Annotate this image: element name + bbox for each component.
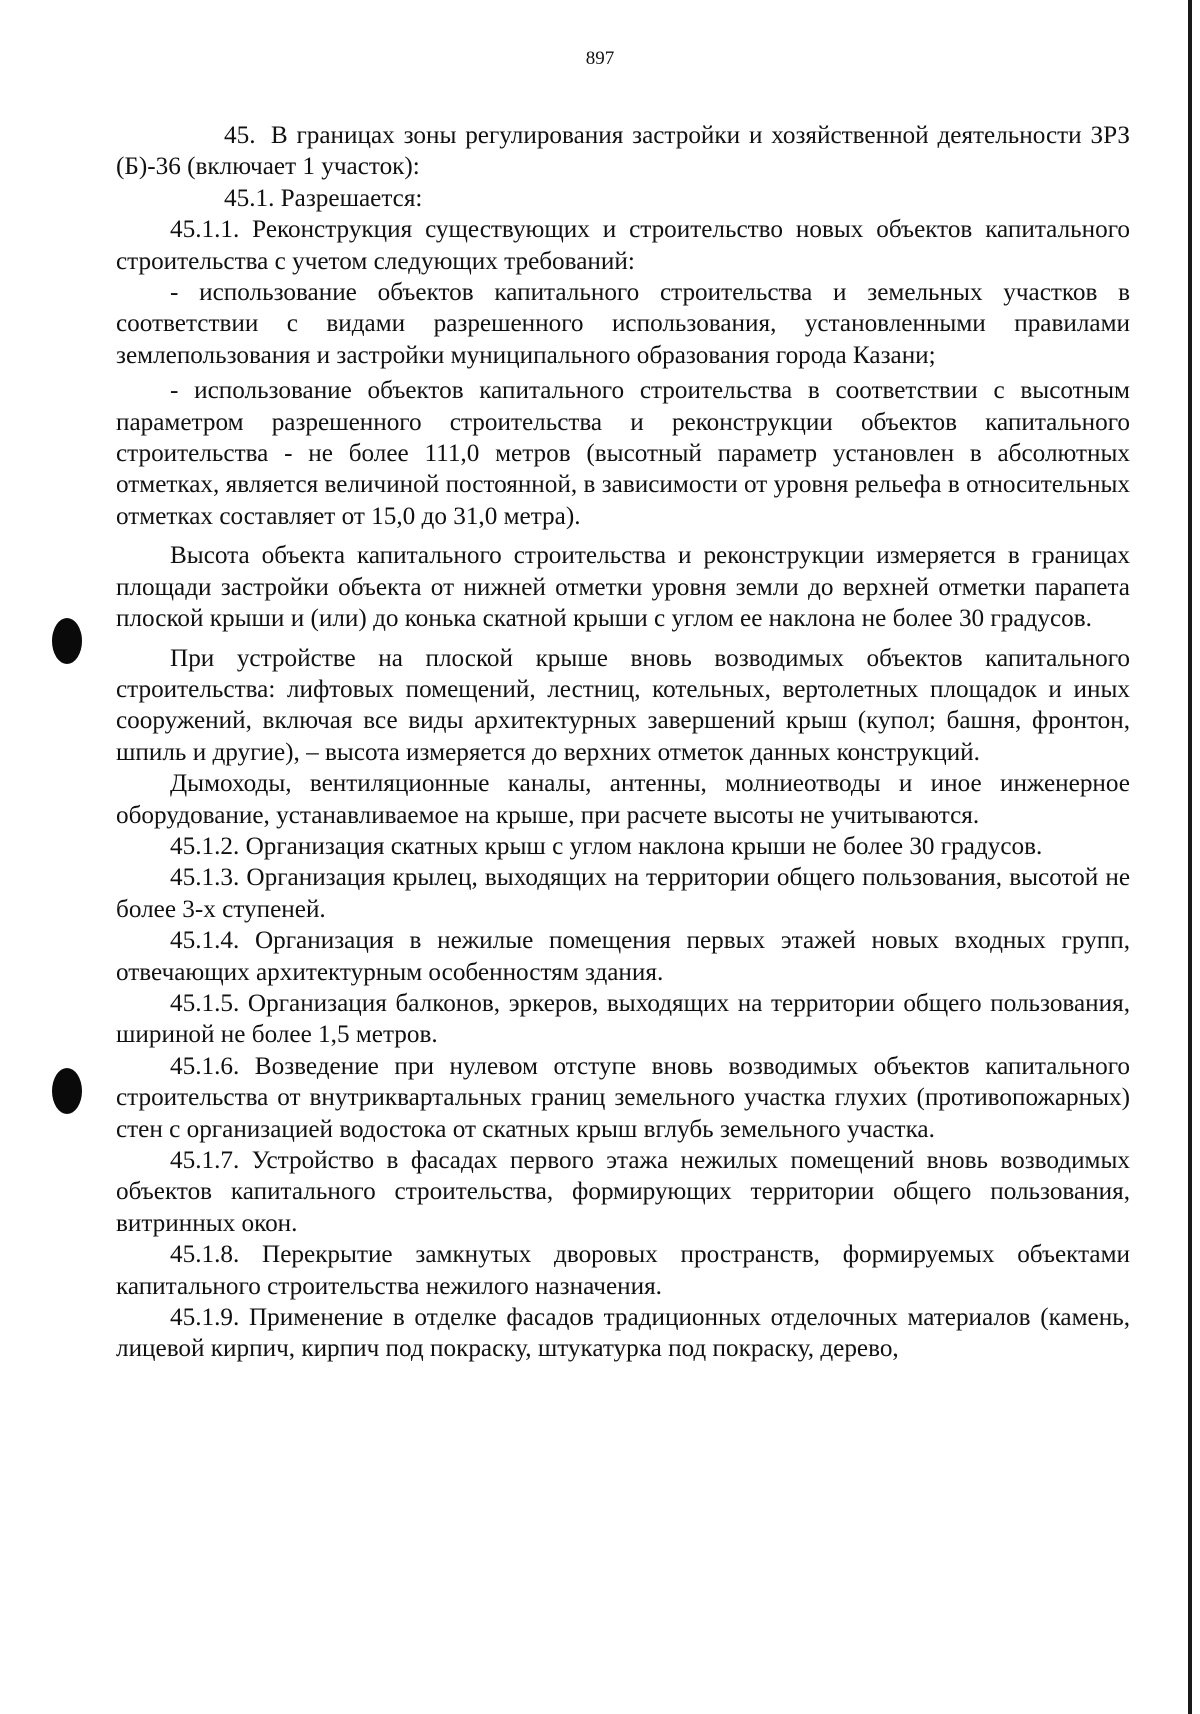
- paragraph-height: [116, 540, 1130, 634]
- clause-text: Организация в нежилые помещения первых этажей новых входных групп, отвечающих архитектурным особенностям здания.: [116, 927, 1130, 986]
- paragraph-45-1-7: [116, 1145, 1130, 1239]
- clause-text: При устройстве на плоской крыше вновь возводимых объектов капитального строительства: лифтовых помещений, лестниц, котельных, вертолетных площадок и иных сооружений, включая все виды архитектурных завершений крыш (купол; башня, фронтон, шпиль и другие), – высота измеряется до верхних отметок данных конструкций.: [116, 644, 1130, 766]
- clause-text: Реконструкция существующих и строительство новых объектов капитального строительства с учетом следующих требований:: [116, 216, 1131, 275]
- clause-text: Применение в отделке фасадов традиционных отделочных материалов (камень, лицевой кирпич, кирпич под покраску, штукатурка под покраску, дерево,: [116, 1304, 1130, 1363]
- clause-text: Организация крылец, выходящих на территории общего пользования, высотой не более 3-х ступеней.: [116, 864, 1130, 923]
- paragraph-45-1-8: [116, 1239, 1130, 1302]
- clause-text: Перекрытие замкнутых дворовых пространств, формируемых объектами капитального строительства нежилого назначения.: [116, 1241, 1130, 1300]
- clause-text: В границах зоны регулирования застройки и хозяйственной деятельности ЗРЗ (Б)-36 (включает 1 участок):: [116, 122, 1131, 181]
- page-number: 897: [585, 48, 615, 69]
- paragraph-bullet-1: [116, 277, 1130, 371]
- paragraph-roof-structures: [116, 643, 1130, 769]
- paragraph-45-1-2: [116, 831, 1130, 862]
- punch-hole: [52, 1068, 82, 1114]
- clause-number: 45.1.3.: [170, 864, 240, 892]
- paragraph-45-1-3: [116, 862, 1130, 925]
- clause-number: 45.1.1.: [170, 216, 240, 244]
- clause-number: 45.1.6.: [170, 1052, 240, 1080]
- clause-number: 45.1.9.: [170, 1304, 240, 1332]
- clause-text: Организация скатных крыш с углом наклона крыши не более 30 градусов.: [245, 832, 1043, 860]
- clause-text: - использование объектов капитального строительства и земельных участков в соответствии с видами разрешенного использования, установленными правилами землепользования и застройки муниципального образования города Казани;: [116, 279, 1130, 369]
- paragraph-45-1-1: [116, 214, 1130, 277]
- document-body: [116, 120, 1130, 1365]
- paragraph-45-1-9: [116, 1302, 1130, 1365]
- clause-number: 45.1.4.: [170, 927, 240, 955]
- paragraph-45-1-6: [116, 1051, 1130, 1145]
- clause-text: Дымоходы, вентиляционные каналы, антенны, молниеотводы и иное инженерное оборудование, устанавливаемое на крыше, при расчете высоты не учитываются.: [116, 770, 1130, 829]
- paragraph-45-1-5: [116, 988, 1130, 1051]
- clause-number: 45.: [224, 122, 256, 149]
- clause-text: - использование объектов капитального строительства в соответствии с высотным параметром разрешенного строительства и реконструкции объектов капитального строительства - не более 111,0 метров (высотный параметр установлен в абсолютных отметках, является величиной постоянной, в зависимости от уровня рельефа в относительных отметках составляет от 15,0 до 31,0 метра).: [116, 377, 1130, 530]
- clause-text: Разрешается:: [280, 184, 423, 212]
- clause-text: Возведение при нулевом отступе вновь возводимых объектов капитального строительства от внутриквартальных границ земельного участка глухих (противопожарных) стен с организацией водостока от скатных крыш вглубь земельного участка.: [116, 1052, 1131, 1143]
- clause-text: Высота объекта капитального строительства и реконструкции измеряется в границах площади застройки объекта от нижней отметки уровня земли до верхней отметки парапета плоской крыши и (или) до конька скатной крыши с углом ее наклона не более 30 градусов.: [116, 542, 1130, 633]
- paragraph-chimneys: [116, 768, 1130, 831]
- paragraph-bullet-2: [116, 375, 1130, 532]
- paragraph-45-1-4: [116, 925, 1130, 988]
- clause-text: Организация балконов, эркеров, выходящих на территории общего пользования, шириной не более 1,5 метров.: [116, 989, 1131, 1049]
- paragraph-45: [116, 120, 1130, 183]
- clause-number: 45.1.5.: [170, 989, 240, 1017]
- punch-hole: [52, 618, 82, 664]
- clause-number: 45.1.7.: [170, 1147, 240, 1174]
- clause-number: 45.1.8.: [170, 1241, 240, 1269]
- clause-text: Устройство в фасадах первого этажа нежилых помещений вновь возводимых объектов капитального строительства, формирующих территории общего пользования, витринных окон.: [116, 1147, 1131, 1237]
- paragraph-45-1: [116, 183, 1130, 214]
- scan-edge: [1188, 0, 1192, 1714]
- clause-number: 45.1.: [224, 184, 275, 212]
- clause-number: 45.1.2.: [170, 832, 240, 860]
